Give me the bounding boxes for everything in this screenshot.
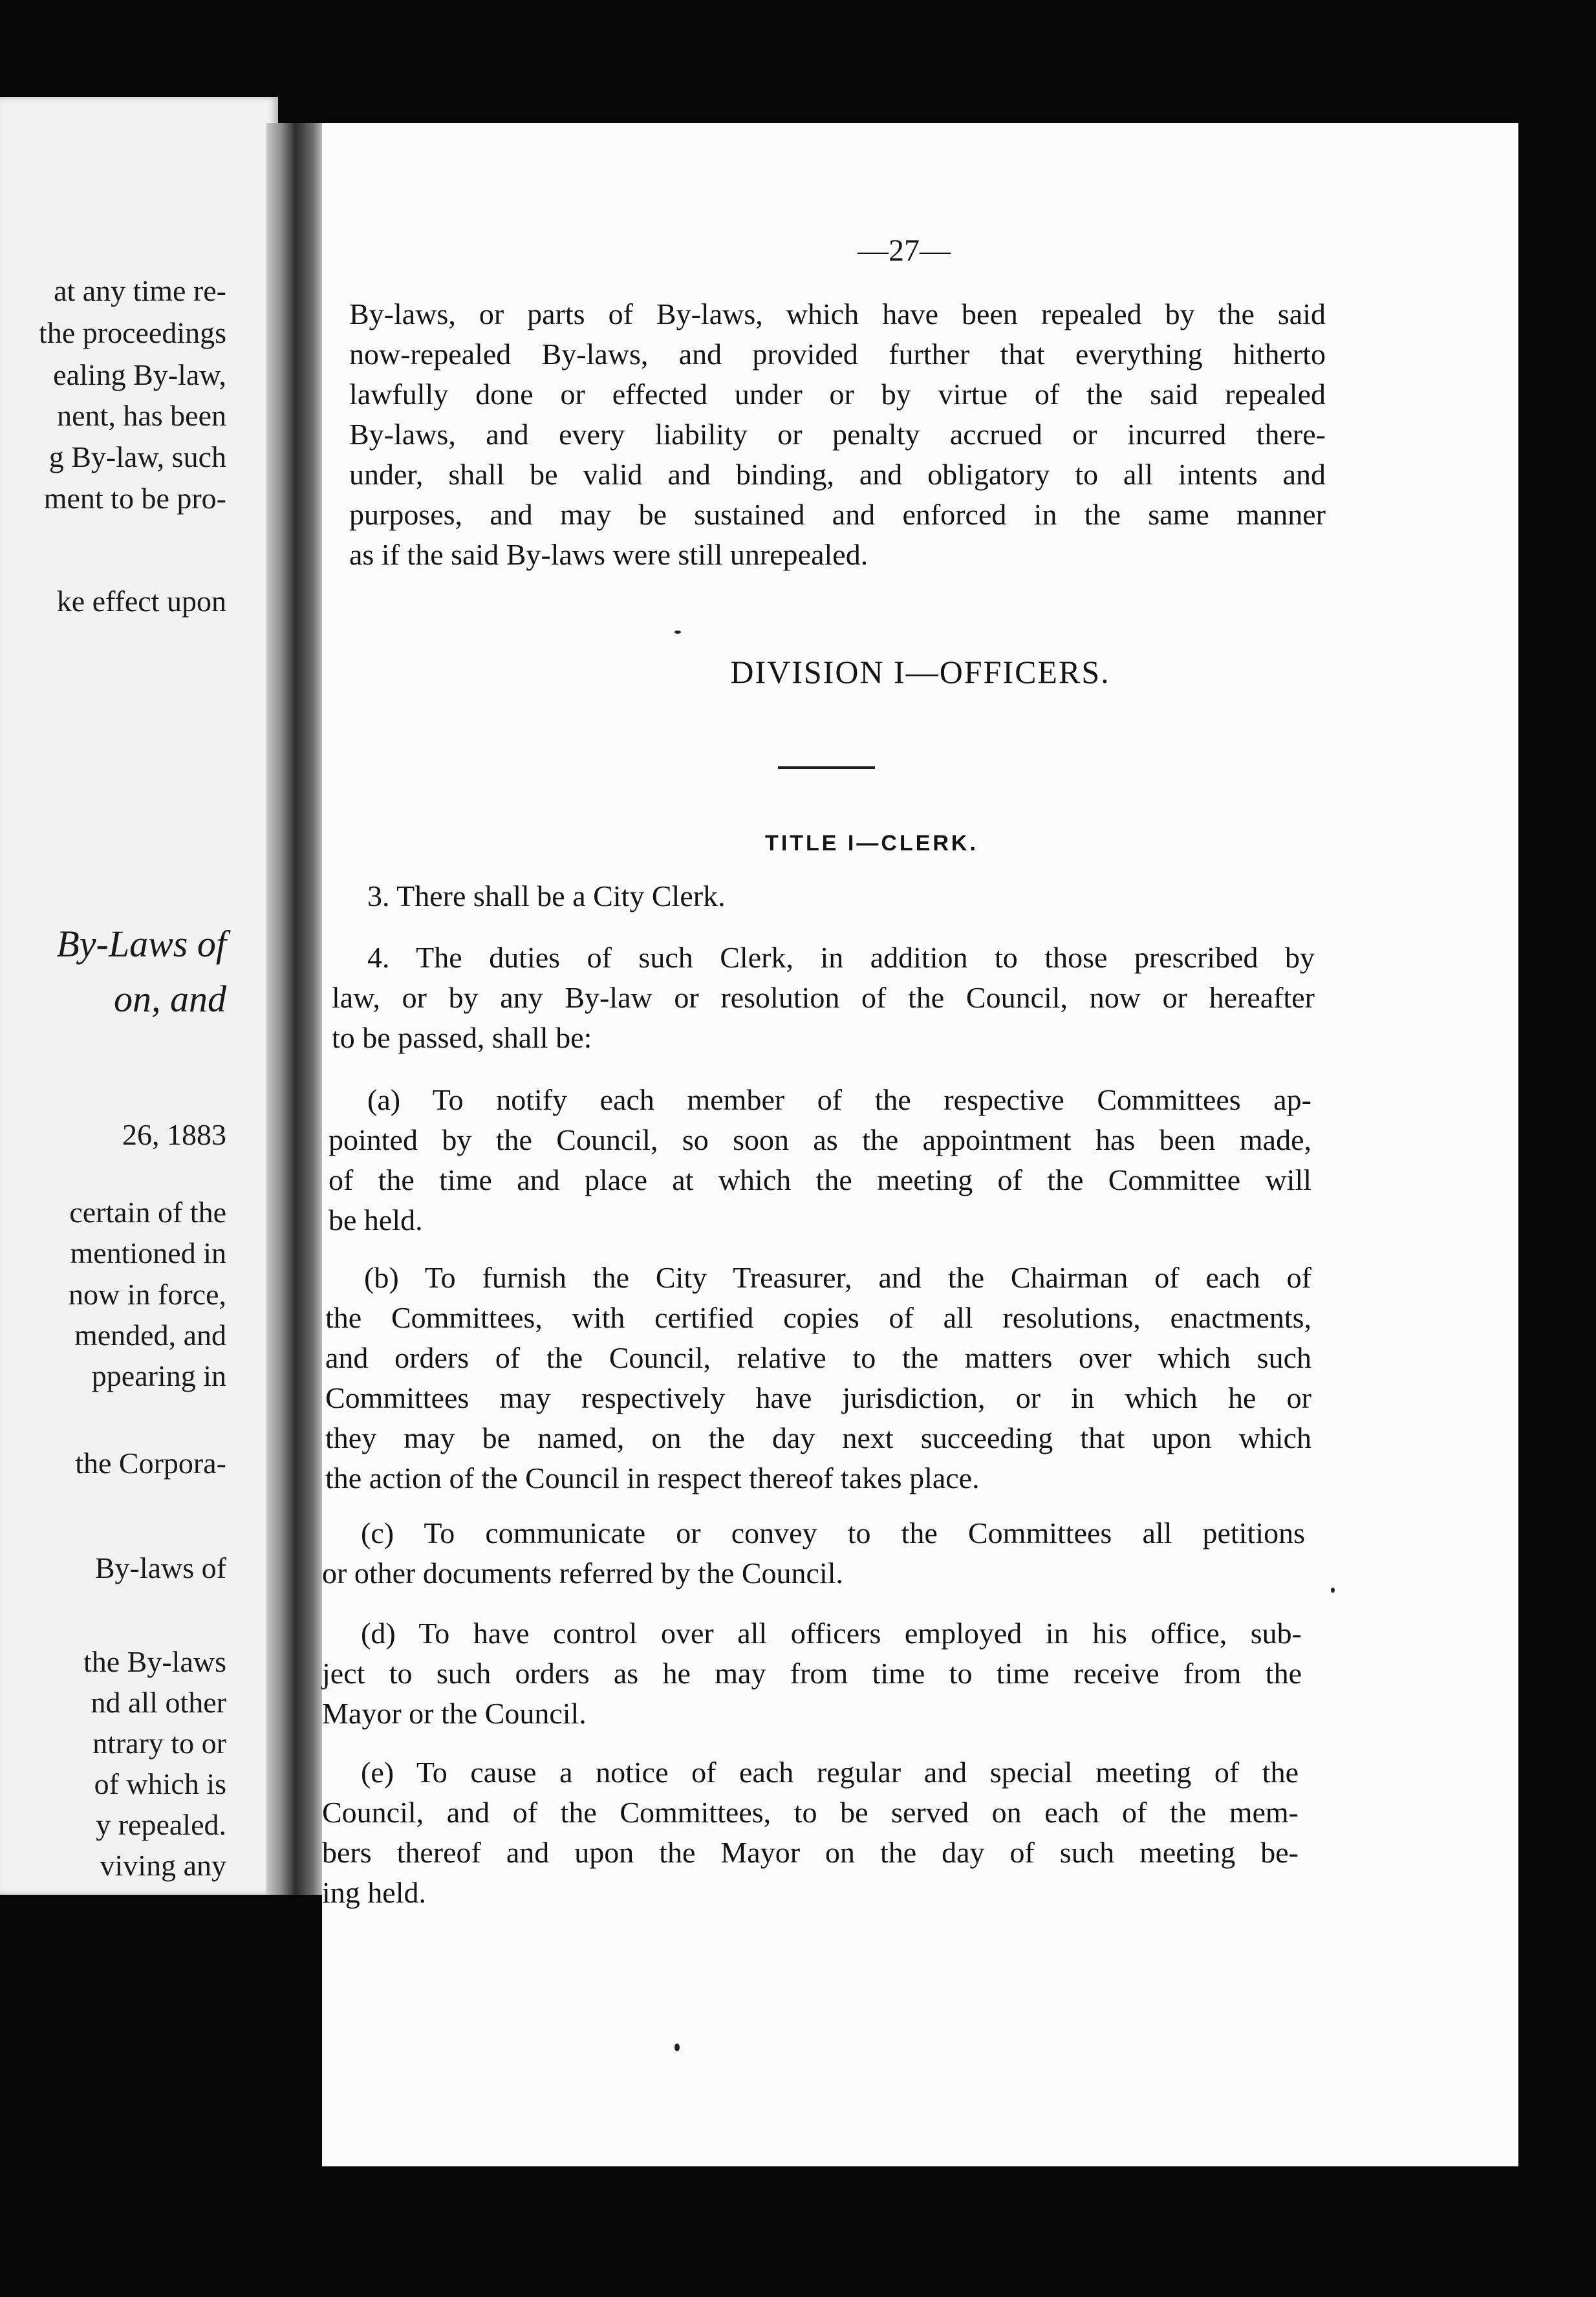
item-b [325, 1258, 1311, 1498]
text-line: lawfully done or effected under or by virtue of the said repealed [349, 378, 1326, 411]
text-line: be held. [329, 1203, 423, 1236]
left-facing-page [0, 97, 278, 1895]
section-4 [332, 938, 1315, 1058]
section-3: 3. There shall be a City Clerk. [367, 879, 726, 912]
text-line: (a) To notify each member of the respective Committees ap- [367, 1083, 1311, 1116]
text-line: now-repealed By-laws, and provided further that everything hitherto [349, 338, 1326, 371]
text-line: (e) To cause a notice of each regular and special meeting of the [361, 1756, 1299, 1789]
left-text-line: the proceedings [39, 316, 226, 349]
section-divider [778, 766, 875, 769]
left-text-line: y repealed. [96, 1808, 226, 1841]
left-text-line: ke effect upon [56, 585, 226, 618]
text-line: By-laws, or parts of By-laws, which have been repealed by the said [349, 297, 1326, 330]
text-line: By-laws, and every liability or penalty accrued or incurred there- [349, 418, 1326, 451]
left-text-line: the By-laws [83, 1645, 226, 1678]
text-line: ing held. [322, 1876, 426, 1909]
division-heading: DIVISION I—OFFICERS. [730, 654, 1110, 690]
text-line: or other documents referred by the Council. [322, 1557, 844, 1590]
text-line: (b) To furnish the City Treasurer, and the Chairman of each of [364, 1261, 1311, 1294]
text-line: Council, and of the Committees, to be served on each of the mem- [322, 1796, 1299, 1829]
text-line: the action of the Council in respect thereof takes place. [325, 1461, 980, 1494]
left-text-line: of which is [94, 1767, 226, 1800]
left-text-line: mended, and [74, 1319, 226, 1352]
text-line: they may be named, on the day next succeeding that upon which [325, 1421, 1311, 1454]
left-text-line: ppearing in [91, 1359, 226, 1392]
book-gutter-shadow [266, 123, 325, 1895]
left-title-line: By-Laws of [56, 923, 226, 965]
text-line: Committees may respectively have jurisdiction, or in which he or [325, 1381, 1311, 1414]
left-text-line: By-laws of [94, 1551, 226, 1584]
ink-speck [1331, 1588, 1335, 1593]
text-line: of the time and place at which the meeting of the Committee will [329, 1163, 1311, 1196]
page-number: —27— [857, 233, 951, 268]
left-text-line: ealing By-law, [53, 358, 226, 391]
title-heading: TITLE I—CLERK. [765, 831, 978, 856]
left-text-line: the Corpora- [75, 1447, 226, 1480]
text-line: the Committees, with certified copies of all resolutions, enactments, [325, 1301, 1311, 1334]
text-line: under, shall be valid and binding, and obligatory to all intents and [349, 458, 1326, 491]
left-text-line: nd all other [91, 1686, 226, 1719]
item-e [322, 1752, 1299, 1913]
item-d [322, 1613, 1302, 1734]
intro-paragraph [349, 294, 1326, 575]
main-page [322, 123, 1518, 2166]
left-text-line: now in force, [69, 1278, 226, 1311]
text-line: bers thereof and upon the Mayor on the day of such meeting be- [322, 1836, 1299, 1869]
text-line: Mayor or the Council. [322, 1697, 587, 1730]
item-a [329, 1080, 1311, 1240]
left-date-line: 26, 1883 [122, 1118, 226, 1151]
left-title-line: on, and [114, 978, 226, 1020]
text-line: (d) To have control over all officers employed in his office, sub- [361, 1617, 1302, 1650]
text-line: (c) To communicate or convey to the Committees all petitions [361, 1516, 1305, 1549]
left-text-line: viving any [100, 1849, 226, 1882]
text-line: law, or by any By-law or resolution of the Council, now or hereafter [332, 981, 1315, 1014]
text-line: pointed by the Council, so soon as the appointment has been made, [329, 1123, 1311, 1156]
left-text-line: nent, has been [57, 399, 226, 432]
left-text-line: ment to be pro- [43, 482, 226, 515]
left-text-line: ntrary to or [92, 1727, 226, 1760]
text-line: purposes, and may be sustained and enforced in the same manner [349, 498, 1326, 531]
left-text-line: certain of the [69, 1196, 226, 1229]
text-line: as if the said By-laws were still unrepealed. [349, 538, 868, 571]
text-line: to be passed, shall be: [332, 1021, 592, 1054]
left-text-line: at any time re- [54, 274, 226, 307]
ink-speck [674, 2044, 680, 2051]
item-c [322, 1513, 1305, 1593]
ink-speck [674, 631, 681, 634]
left-text-line: g By-law, such [49, 440, 226, 473]
text-line: 4. The duties of such Clerk, in addition to those prescribed by [367, 941, 1315, 974]
text-line: ject to such orders as he may from time to time receive from the [322, 1657, 1302, 1690]
left-text-line: mentioned in [70, 1236, 226, 1269]
text-line: and orders of the Council, relative to the matters over which such [325, 1341, 1311, 1374]
